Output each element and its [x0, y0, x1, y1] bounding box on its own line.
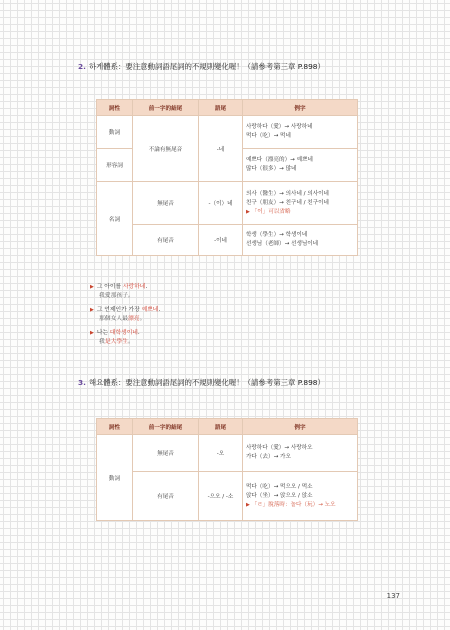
example-line: 많다（很多）→ 많네: [246, 166, 297, 172]
pos-cell: 名詞: [97, 182, 133, 256]
example-cell: [243, 116, 358, 149]
section-title: 하게體系：要注意動詞語尾詞的不規則變化喔！（請參考第三章 P.898）: [88, 62, 325, 71]
example-cell: [243, 149, 358, 182]
header-ending: 前一字的結尾: [133, 419, 199, 435]
section-number: 3.: [78, 378, 86, 387]
ending-cell: 無尾音: [133, 435, 199, 472]
header-pos: 詞性: [97, 100, 133, 116]
ending-cell: 有尾音: [133, 472, 199, 521]
sentence-highlight: 대학생이네: [109, 330, 138, 336]
header-suffix: 語尾: [199, 419, 243, 435]
note-text: 「ㄹ」脫落時：놀다（玩）→ 노오: [251, 501, 336, 508]
note-text: 「이」可以省略: [251, 208, 291, 215]
example-line: 사랑하다（愛）→ 사랑하네: [246, 124, 313, 130]
suffix-cell: -네: [199, 116, 243, 182]
table-row: [97, 435, 358, 472]
table-row: [97, 225, 358, 256]
table-row: [97, 472, 358, 521]
example-cell: [243, 472, 358, 521]
sentence-punct: .: [137, 330, 140, 336]
sentence-punct: .: [158, 307, 161, 313]
example-line: 먹다（吃）→ 먹으오 / 먹소: [246, 483, 313, 490]
hage-table: [96, 99, 358, 256]
example-line: 가다（去）→ 가오: [246, 454, 291, 460]
example-sentence: [90, 306, 390, 323]
translation-punct: 。: [128, 338, 134, 345]
table-header-row: [97, 419, 358, 435]
header-example: 例字: [243, 419, 358, 435]
triangle-bullet-icon: ▶: [246, 208, 250, 215]
sentence-highlight: 예쁘네: [141, 307, 159, 313]
example-cell: [243, 435, 358, 472]
ending-cell: 不論有無尾音: [133, 116, 199, 182]
example-line: 앉다（坐）→ 앉으오 / 앉소: [246, 492, 313, 499]
triangle-bullet-icon: ▶: [90, 284, 94, 290]
sentence-highlight: 사랑하네: [122, 284, 146, 290]
section-title: 해요體系：要注意動詞語尾詞的不規則變化喔！（請參考第三章 P.898）: [88, 378, 325, 387]
ending-cell: 有尾音: [133, 225, 199, 256]
example-sentence: [90, 329, 390, 346]
table-row: [97, 182, 358, 225]
example-line: 친구（朋友）→ 친구네 / 친구이네: [246, 199, 329, 206]
example-line: 사랑하다（愛）→ 사랑하오: [246, 445, 313, 451]
header-example: 例字: [243, 100, 358, 116]
ending-cell: 無尾音: [133, 182, 199, 225]
triangle-bullet-icon: ▶: [246, 501, 250, 508]
translation-punct: 。: [139, 315, 146, 322]
translation-punct: 。: [128, 292, 134, 299]
suffix-cell: -으오 / -소: [199, 472, 243, 521]
example-cell: [243, 182, 358, 225]
example-sentences: [90, 283, 390, 352]
example-line: 선생님（老師）→ 선생님이네: [246, 241, 319, 247]
example-line: 예쁘다（漂亮的）→ 예쁘네: [246, 157, 313, 163]
suffix-cell: -이네: [199, 225, 243, 256]
example-line: 학생（學生）→ 학생이네: [246, 232, 308, 238]
translation-highlight: 漂亮: [128, 315, 140, 322]
header-ending: 前一字的結尾: [133, 100, 199, 116]
table-header-row: [97, 100, 358, 116]
header-pos: 詞性: [97, 419, 133, 435]
section-2-heading: [78, 62, 408, 72]
section-number: 2.: [78, 62, 86, 71]
section-3-heading: [78, 378, 408, 388]
triangle-bullet-icon: ▶: [90, 307, 94, 313]
sentence-text: 그 아이를: [96, 284, 123, 290]
sentence-text: 그 언제인가 가장: [96, 307, 142, 313]
example-line: 먹다（吃）→ 먹네: [246, 133, 291, 139]
triangle-bullet-icon: ▶: [90, 330, 94, 336]
page-number: 137: [386, 592, 400, 600]
example-sentence: [90, 283, 390, 300]
pos-cell: 動詞: [97, 116, 133, 149]
example-cell: [243, 225, 358, 256]
example-line: 의사（醫生）→ 의사네 / 의사이네: [246, 190, 329, 197]
suffix-cell: -오: [199, 435, 243, 472]
translation-text: 我愛那孩子: [99, 292, 128, 299]
translation-highlight: 是大學生: [104, 338, 129, 345]
example-note: [246, 501, 354, 510]
pos-cell: 形容詞: [97, 149, 133, 182]
translation-text: 我: [99, 338, 105, 345]
sentence-punct: .: [145, 284, 148, 290]
suffix-cell: -（이）네: [199, 182, 243, 225]
haeyo-table: [96, 418, 358, 521]
example-note: [246, 208, 354, 217]
header-suffix: 語尾: [199, 100, 243, 116]
pos-cell: 動詞: [97, 435, 133, 521]
sentence-text: 나는: [96, 330, 110, 336]
translation-text: 那個女人最: [99, 315, 128, 322]
